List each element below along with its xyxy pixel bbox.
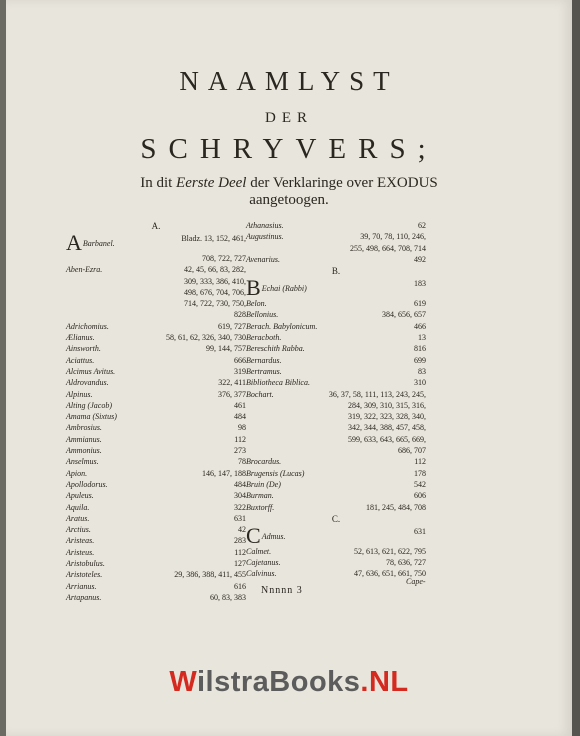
- author-name-text: Ainsworth.: [66, 344, 101, 354]
- index-entry: [66, 434, 246, 445]
- index-entry: [66, 332, 246, 343]
- page-refs: 606: [414, 491, 426, 501]
- page-refs: 42, 45, 66, 83, 282,: [184, 265, 246, 275]
- author-name: [66, 321, 109, 332]
- author-name: [66, 343, 101, 354]
- author-name-text: Ælianus.: [66, 333, 95, 343]
- author-name: [246, 298, 267, 309]
- subtitle-line: [6, 175, 572, 192]
- page-refs: 62: [418, 221, 426, 230]
- index-entry: [66, 321, 246, 332]
- index-entry: [246, 502, 426, 513]
- page-refs-continued: 342, 344, 388, 457, 458,: [348, 423, 426, 433]
- section-letter: C.: [331, 513, 341, 524]
- author-name-text: Brugensis (Lucas): [246, 468, 305, 478]
- page-refs: 39, 70, 78, 110, 246,: [360, 232, 426, 242]
- author-name-text: Alcimus Avitus.: [66, 366, 116, 376]
- index-entry: [66, 445, 246, 456]
- author-name-text: Buxtorff.: [246, 502, 275, 512]
- page-refs: 384, 656, 657: [382, 310, 426, 320]
- author-name: [66, 411, 117, 422]
- drop-capital: B: [246, 275, 261, 301]
- author-name: [246, 254, 280, 265]
- watermark-logo: [6, 666, 572, 699]
- author-name: [66, 456, 99, 467]
- index-entry: [66, 592, 246, 603]
- author-name-text: Avenarius.: [246, 254, 280, 264]
- page-refs: 47, 636, 651, 661, 750: [354, 569, 426, 579]
- author-name: [66, 502, 89, 513]
- index-entry: [66, 468, 246, 479]
- author-name-text: Ambrosius.: [66, 423, 102, 433]
- index-entry: [66, 581, 246, 592]
- index-entry: [66, 377, 246, 388]
- author-name: [246, 377, 310, 388]
- index-entry: [66, 547, 246, 558]
- page-refs: 273: [234, 446, 246, 456]
- index-entry: [246, 557, 426, 568]
- author-name-text: Cajetanus.: [246, 558, 281, 568]
- author-name-text: Ammianus.: [66, 434, 102, 444]
- author-name-text: Aquila.: [66, 502, 90, 512]
- index-entry: [246, 468, 426, 479]
- author-name-text: Aratus.: [66, 513, 90, 523]
- page-refs: 492: [414, 254, 426, 264]
- page-refs: 542: [414, 479, 426, 489]
- page-refs: 816: [414, 344, 426, 354]
- author-name-text: Bereschith Rabba.: [246, 344, 305, 354]
- index-entry: [246, 568, 426, 579]
- index-entry: [66, 343, 246, 354]
- author-name-text: Aben-Ezra.: [66, 265, 103, 275]
- author-name-text: Berach. Babylonicum.: [246, 321, 318, 331]
- page-refs: 181, 245, 484, 708: [366, 502, 426, 512]
- title-schryvers: SCHRYVERS;: [140, 133, 438, 165]
- author-name: [66, 558, 105, 569]
- author-name: [246, 522, 286, 548]
- index-entry: [246, 456, 426, 467]
- page-refs: 112: [234, 434, 246, 444]
- author-name: [246, 502, 274, 513]
- author-name: [246, 231, 284, 242]
- author-name-text: Aristeas.: [66, 536, 95, 546]
- author-name-text: Bellonius.: [246, 310, 279, 320]
- author-name: [246, 557, 280, 568]
- page-refs: 322, 411: [218, 378, 246, 388]
- page-refs-continued: 828: [234, 310, 246, 320]
- index-entry: [246, 522, 426, 548]
- page-refs: 183: [414, 279, 426, 289]
- author-name: [246, 546, 271, 557]
- author-name-text: Bruin (De): [246, 479, 281, 489]
- author-name-text: Augustinus.: [246, 232, 284, 242]
- author-name: [66, 513, 89, 524]
- index-entry: [66, 355, 246, 366]
- page-refs: 304: [234, 491, 246, 501]
- author-name-text: Barbanel.: [82, 239, 115, 248]
- index-entry: [66, 535, 246, 546]
- author-name-text: Aristobulus.: [66, 559, 105, 569]
- author-name: [66, 230, 115, 255]
- author-name-text: Bertramus.: [246, 366, 282, 376]
- author-name-text: Alpinus.: [66, 389, 93, 399]
- index-entry: [246, 254, 426, 265]
- author-name-text: Apuleus.: [66, 491, 94, 501]
- page-refs: 178: [414, 468, 426, 478]
- author-name: [66, 581, 96, 592]
- book-spine: [572, 0, 580, 736]
- page-refs: 376, 377: [218, 389, 246, 399]
- author-name-text: Anselmus.: [66, 457, 99, 467]
- book-page: [6, 0, 572, 736]
- page-refs: 484: [234, 479, 246, 489]
- page-refs: 319: [234, 366, 246, 376]
- author-name-text: Aristeus.: [66, 547, 95, 557]
- subtitle-italic: Eerste Deel: [176, 175, 247, 191]
- author-name: [66, 445, 102, 456]
- author-name: [66, 332, 95, 343]
- page-refs: 461: [234, 400, 246, 410]
- index-entry: [246, 377, 426, 388]
- page-refs: 127: [234, 559, 246, 569]
- watermark-name: ilstraBooks: [196, 666, 361, 698]
- author-name: [246, 468, 304, 479]
- author-name: [66, 389, 92, 400]
- index-entry: [66, 230, 246, 255]
- author-name: [66, 422, 102, 433]
- index-entry: [246, 546, 426, 557]
- author-name: [246, 568, 276, 579]
- index-entry: [66, 400, 246, 411]
- author-name-text: Arrianus.: [66, 581, 97, 591]
- index-entry: [246, 343, 426, 354]
- author-name-text: Beracboth.: [246, 333, 282, 343]
- author-name-text: Ammonius.: [66, 446, 102, 456]
- author-name-text: Aristoteles.: [66, 570, 103, 580]
- author-name-text: Apollodorus.: [66, 479, 108, 489]
- index-entry: [66, 422, 246, 433]
- author-name: [66, 592, 101, 603]
- author-name: [246, 309, 278, 320]
- author-name-text: Brocardus.: [246, 457, 282, 467]
- author-name-text: Arctius.: [66, 525, 91, 535]
- author-name: [66, 400, 112, 411]
- author-name: [246, 355, 281, 366]
- index-entry: [66, 366, 246, 377]
- index-entry: [66, 479, 246, 490]
- page-refs: 310: [414, 378, 426, 388]
- title-naamlyst: NAAMLYST: [179, 66, 399, 96]
- author-name: [66, 355, 94, 366]
- author-name-text: Athanasius.: [246, 221, 284, 230]
- page-refs: 466: [414, 321, 426, 331]
- index-entry: [66, 411, 246, 422]
- page-refs-continued: 599, 633, 643, 665, 669,: [348, 434, 426, 444]
- author-name: [246, 332, 281, 343]
- page-refs: 36, 37, 58, 111, 113, 243, 245,: [328, 389, 426, 399]
- index-entry: [246, 220, 426, 231]
- author-name: [66, 547, 94, 558]
- author-name-text: Calvinus.: [246, 569, 277, 579]
- author-name: [246, 343, 305, 354]
- index-entry: [66, 569, 246, 580]
- author-name: [66, 377, 109, 388]
- page-refs: 616: [234, 581, 246, 591]
- author-name: [246, 366, 282, 377]
- author-name-text: Belon.: [246, 299, 267, 309]
- page-refs: 112: [234, 547, 246, 557]
- page-refs: 112: [414, 457, 426, 467]
- drop-capital: C: [246, 522, 261, 548]
- author-name: [246, 456, 281, 467]
- index-entry: [246, 298, 426, 309]
- index-entry: [66, 513, 246, 524]
- author-name: [246, 490, 274, 501]
- page-refs-continued: 284, 309, 310, 315, 316,: [348, 400, 426, 410]
- page-refs: 699: [414, 355, 426, 365]
- page-refs: 666: [234, 355, 246, 365]
- author-name-text: Burman.: [246, 491, 274, 501]
- author-name-text: Bernardus.: [246, 355, 282, 365]
- page-refs: 60, 83, 383: [210, 592, 246, 602]
- author-name: [246, 479, 281, 490]
- page-refs: 98: [238, 423, 246, 433]
- page-refs: 484: [234, 412, 246, 422]
- author-name-text: Adrichomius.: [66, 321, 109, 331]
- page-refs: 78, 636, 727: [386, 558, 426, 568]
- page-refs: Bladz. 13, 152, 461,: [181, 234, 246, 243]
- index-entry: [66, 389, 246, 400]
- author-name: [66, 468, 87, 479]
- author-name: [246, 220, 284, 231]
- page-refs-continued: 498, 676, 704, 706,: [184, 287, 246, 297]
- author-name-text: Amama (Sixtus): [66, 412, 117, 422]
- page-refs-continued: 686, 707: [398, 446, 426, 456]
- author-name: [246, 275, 307, 301]
- page-refs: 52, 613, 621, 622, 795: [354, 546, 426, 556]
- index-entry: [66, 524, 246, 535]
- watermark-initial: W: [169, 666, 197, 698]
- author-name: [66, 524, 91, 535]
- index-entry: [246, 309, 426, 320]
- page-refs: 631: [234, 513, 246, 523]
- subtitle-post: der Verklaringe over EXODUS: [246, 175, 438, 191]
- page-refs: 13: [418, 333, 426, 343]
- author-name: [66, 434, 102, 445]
- page-refs: 619, 727: [218, 321, 246, 331]
- index-entry: [246, 231, 426, 242]
- page-refs: 78: [238, 457, 246, 467]
- section-letter: A.: [151, 221, 161, 231]
- page-refs-continued: 255, 498, 664, 708, 714: [350, 243, 426, 253]
- index-entry: [246, 479, 426, 490]
- signature-mark: Nnnnn 3: [261, 585, 303, 596]
- page-refs: 283: [234, 536, 246, 546]
- page-refs-continued: 319, 322, 323, 328, 340,: [348, 412, 426, 422]
- index-entry: [66, 490, 246, 501]
- page-refs: 83: [418, 366, 426, 376]
- author-name-text: Bochart.: [246, 389, 274, 399]
- watermark-suffix: .NL: [360, 666, 409, 698]
- page-refs: 146, 147, 188: [202, 468, 246, 478]
- index-entry: [246, 366, 426, 377]
- author-name: [66, 569, 102, 580]
- page-refs: 631: [414, 526, 426, 536]
- page-refs-continued: 708, 722, 727: [202, 254, 246, 263]
- index-entry: [66, 264, 246, 275]
- title-der: DER: [265, 110, 313, 126]
- index-entry: [66, 502, 246, 513]
- index-entry: [66, 456, 246, 467]
- index-entry: [246, 321, 426, 332]
- author-name: [66, 264, 102, 275]
- page-refs: 619: [414, 299, 426, 309]
- author-name: [66, 535, 94, 546]
- subtitle-pre: In dit: [140, 175, 177, 191]
- author-name: [66, 366, 115, 377]
- index-entry: [246, 490, 426, 501]
- author-name-text: Aldrovandus.: [66, 378, 109, 388]
- author-name: [66, 479, 108, 490]
- drop-capital: A: [66, 230, 82, 255]
- author-name-text: Alting (Jacob): [66, 400, 112, 410]
- author-name-text: Aciattus.: [66, 355, 95, 365]
- catchword: Cape-: [406, 577, 426, 586]
- index-entry: [246, 275, 426, 301]
- index-column-right: [246, 220, 426, 580]
- author-name-text: Admus.: [261, 531, 286, 541]
- page-refs-continued: 309, 333, 386, 410,: [184, 276, 246, 286]
- page-refs: 58, 61, 62, 326, 340, 730: [166, 333, 246, 343]
- author-name: [66, 490, 94, 501]
- page-refs: 29, 386, 388, 411, 455: [174, 570, 246, 580]
- index-entry: [66, 558, 246, 569]
- section-letter: B.: [331, 266, 341, 277]
- author-name-text: Apion.: [66, 468, 88, 478]
- index-entry: [246, 332, 426, 343]
- author-name-text: Artapanus.: [66, 592, 102, 602]
- author-name: [246, 321, 317, 332]
- index-entry: [246, 355, 426, 366]
- author-name-text: Bibliotheca Biblica.: [246, 378, 310, 388]
- author-name: [246, 389, 274, 400]
- page-refs: 99, 144, 757: [206, 344, 246, 354]
- index-column-left: [66, 220, 246, 603]
- page-refs: 322: [234, 502, 246, 512]
- page-refs-continued: 714, 722, 730, 750,: [184, 299, 246, 309]
- author-name-text: Calmet.: [246, 546, 272, 556]
- index-entry: [246, 389, 426, 400]
- page-refs: 42: [238, 525, 246, 535]
- subtitle-line-2: aangetoogen.: [249, 192, 329, 208]
- author-name-text: Echai (Rabbi): [261, 284, 307, 294]
